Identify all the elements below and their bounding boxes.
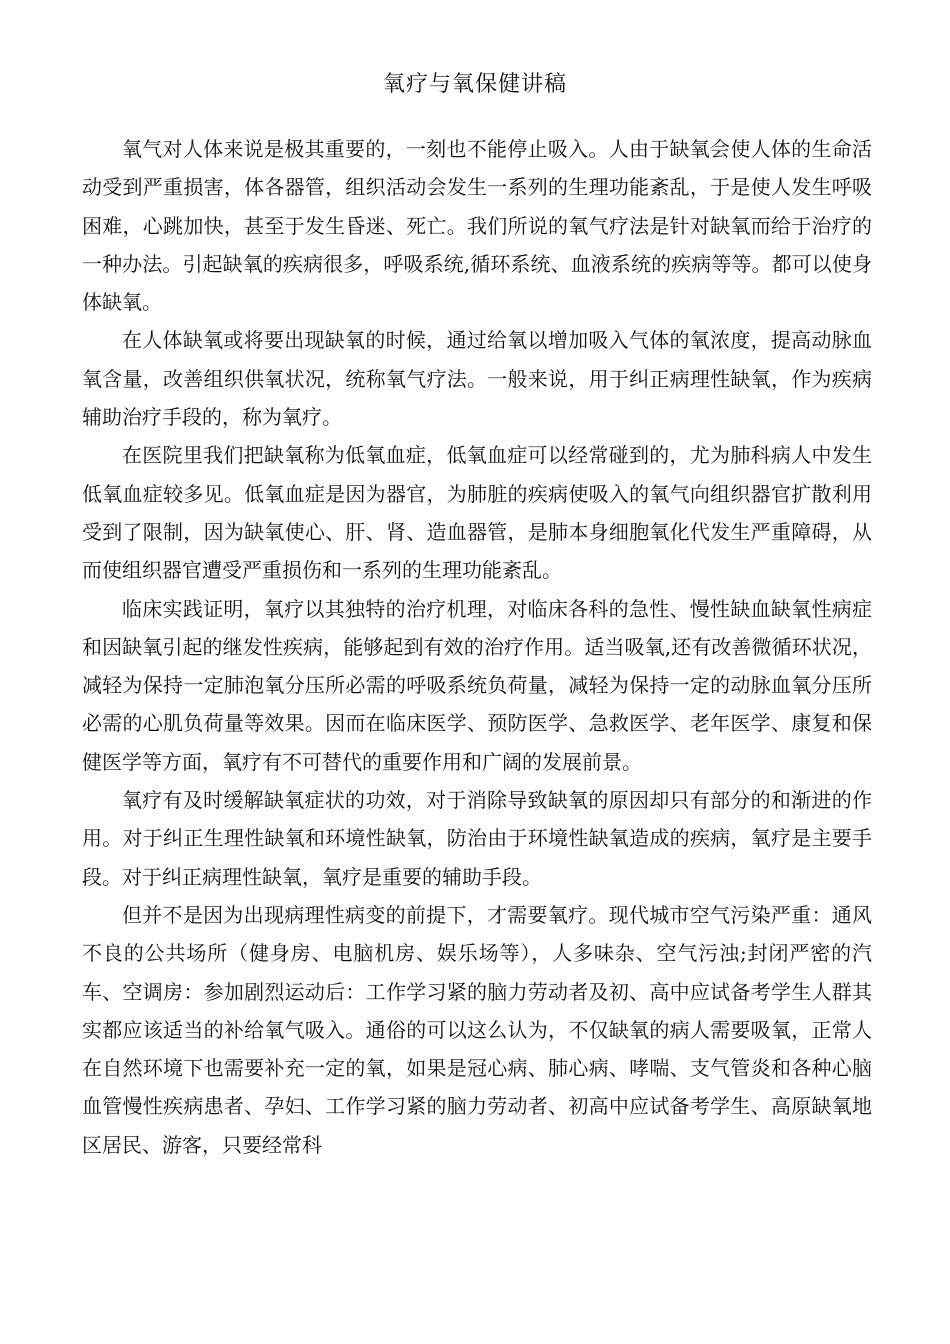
paragraph-4: 临床实践证明，氧疗以其独特的治疗机理，对临床各科的急性、慢性缺血缺氧性病症和因缺氧引起的继发性疾病，能够起到有效的治疗作用。适当吸氧,还有改善微循环状况，减轻为保持一定肺泡氧分压所必需的呼吸系统负荷量，减轻为保持一定的动脉血氧分压所必需的心肌负荷量等效果。因而在临床医学、预防医学、急救医学、老年医学、康复和保健医学等方面，氧疗有不可替代的重要作用和广阔的发展前景。 [82, 596, 872, 774]
paragraph-5: 氧疗有及时缓解缺氧症状的功效，对于消除导致缺氧的原因却只有部分的和渐进的作用。对于纠正生理性缺氧和环境性缺氧，防治由于环境性缺氧造成的疾病，氧疗是主要手段。对于纠正病理性缺氧，氧疗是重要的辅助手段。 [82, 788, 872, 889]
document-title: 氧疗与氧保健讲稿 [382, 72, 567, 97]
paragraph-2: 在人体缺氧或将要出现缺氧的时候，通过给氧以增加吸入气体的氧浓度，提高动脉血氧含量，改善组织供氧状况，统称氧气疗法。一般来说，用于纠正病理性缺氧，作为疾病辅助治疗手段的，称为氧疗。 [82, 328, 872, 430]
paragraph-6: 但并不是因为出现病理性病变的前提下，才需要氧疗。现代城市空气污染严重：通风不良的公共场所（健身房、电脑机房、娱乐场等），人多味杂、空气污浊;封闭严密的汽车、空调房：参加剧烈运动后：工作学习紧的脑力劳动者及初、高中应试备考学生人群其实都应该适当的补给氧气吸入。通俗的可以这么认为，不仅缺氧的病人需要吸氧，正常人在自然环境下也需要补充一定的氧，如果是冠心病、肺心病、哮喘、支气管炎和各种心脑血管慢性疾病患者、孕妇、工作学习紧的脑力劳动者、初高中应试备考学生、高原缺氧地区居民、游客，只要经常科 [82, 902, 872, 1157]
paragraph-3: 在医院里我们把缺氧称为低氧血症，低氧血症可以经常碰到的，尤为肺科病人中发生低氧血症较多见。低氧血症是因为器官，为肺脏的疾病使吸入的氧气向组织器官扩散利用受到了限制，因为缺氧使心、肝、肾、造血器管，是肺本身细胞氧化代发生严重障碍，从而使组织器官遭受严重损伤和一系列的生理功能紊乱。 [82, 443, 872, 583]
document-body [82, 130, 872, 1164]
paragraph-1: 氧气对人体来说是极其重要的，一刻也不能停止吸入。人由于缺氧会使人体的生命活动受到严重损害，体各器管，组织活动会发生一系列的生理功能紊乱，于是使人发生呼吸困难，心跳加快，甚至于发生昏迷、死亡。我们所说的氧气疗法是针对缺氧而给于治疗的一种办法。引起缺氧的疾病很多，呼吸系统,循环系统、血液系统的疾病等等。都可以使身体缺氧。 [82, 137, 872, 315]
